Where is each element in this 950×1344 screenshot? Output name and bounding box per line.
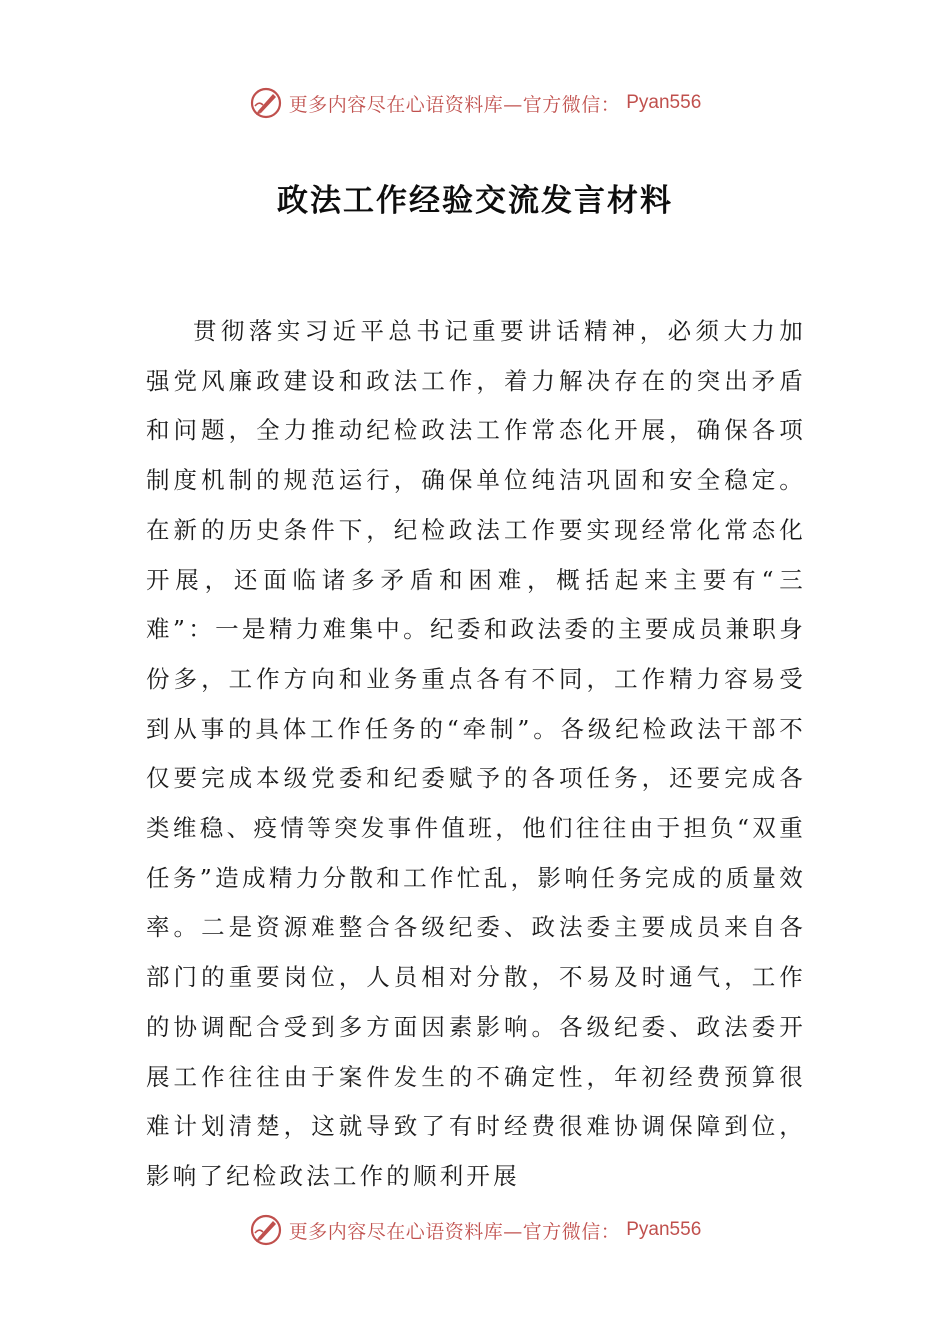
watermark-wechat-id: Pyan556 [626, 92, 702, 113]
watermark-wechat-id: Pyan556 [626, 1219, 702, 1240]
pen-logo-icon [249, 86, 283, 120]
watermark-text: 更多内容尽在心语资料库—官方微信： [288, 1220, 621, 1243]
pen-logo-icon [249, 1213, 283, 1247]
header-watermark [0, 83, 950, 123]
watermark-text: 更多内容尽在心语资料库—官方微信： [288, 93, 621, 116]
body-paragraph: 贯彻落实习近平总书记重要讲话精神，必须大力加强党风廉政建设和政法工作，着力解决存在的突出矛盾和问题，全力推动纪检政法工作常态化开展，确保各项制度机制的规范运行，确保单位纯洁巩固和安全稳定。在新的历史条件下，纪检政法工作要实现经常化常态化开展，还面临诸多矛盾和困难，概括起来主要有“三难”：一是精力难集中。纪委和政法委的主要成员兼职身份多，工作方向和业务重点各有不同，工作精力容易受到从事的具体工作任务的“牵制”。各级纪检政法干部不仅要完成本级党委和纪委赋予的各项任务，还要完成各类维稳、疫情等突发事件值班，他们往往由于担负“双重任务”造成精力分散和工作忙乱，影响任务完成的质量效率。二是资源难整合各级纪委、政法委主要成员来自各部门的重要岗位，人员相对分散，不易及时通气，工作的协调配合受到多方面因素影响。各级纪委、政法委开展工作往往由于案件发生的不确定性，年初经费预算很难计划清楚，这就导致了有时经费很难协调保障到位，影响了纪检政法工作的顺利开展 [146, 317, 806, 1190]
document-title: 政法工作经验交流发言材料 [277, 183, 673, 219]
footer-watermark [0, 1210, 950, 1250]
